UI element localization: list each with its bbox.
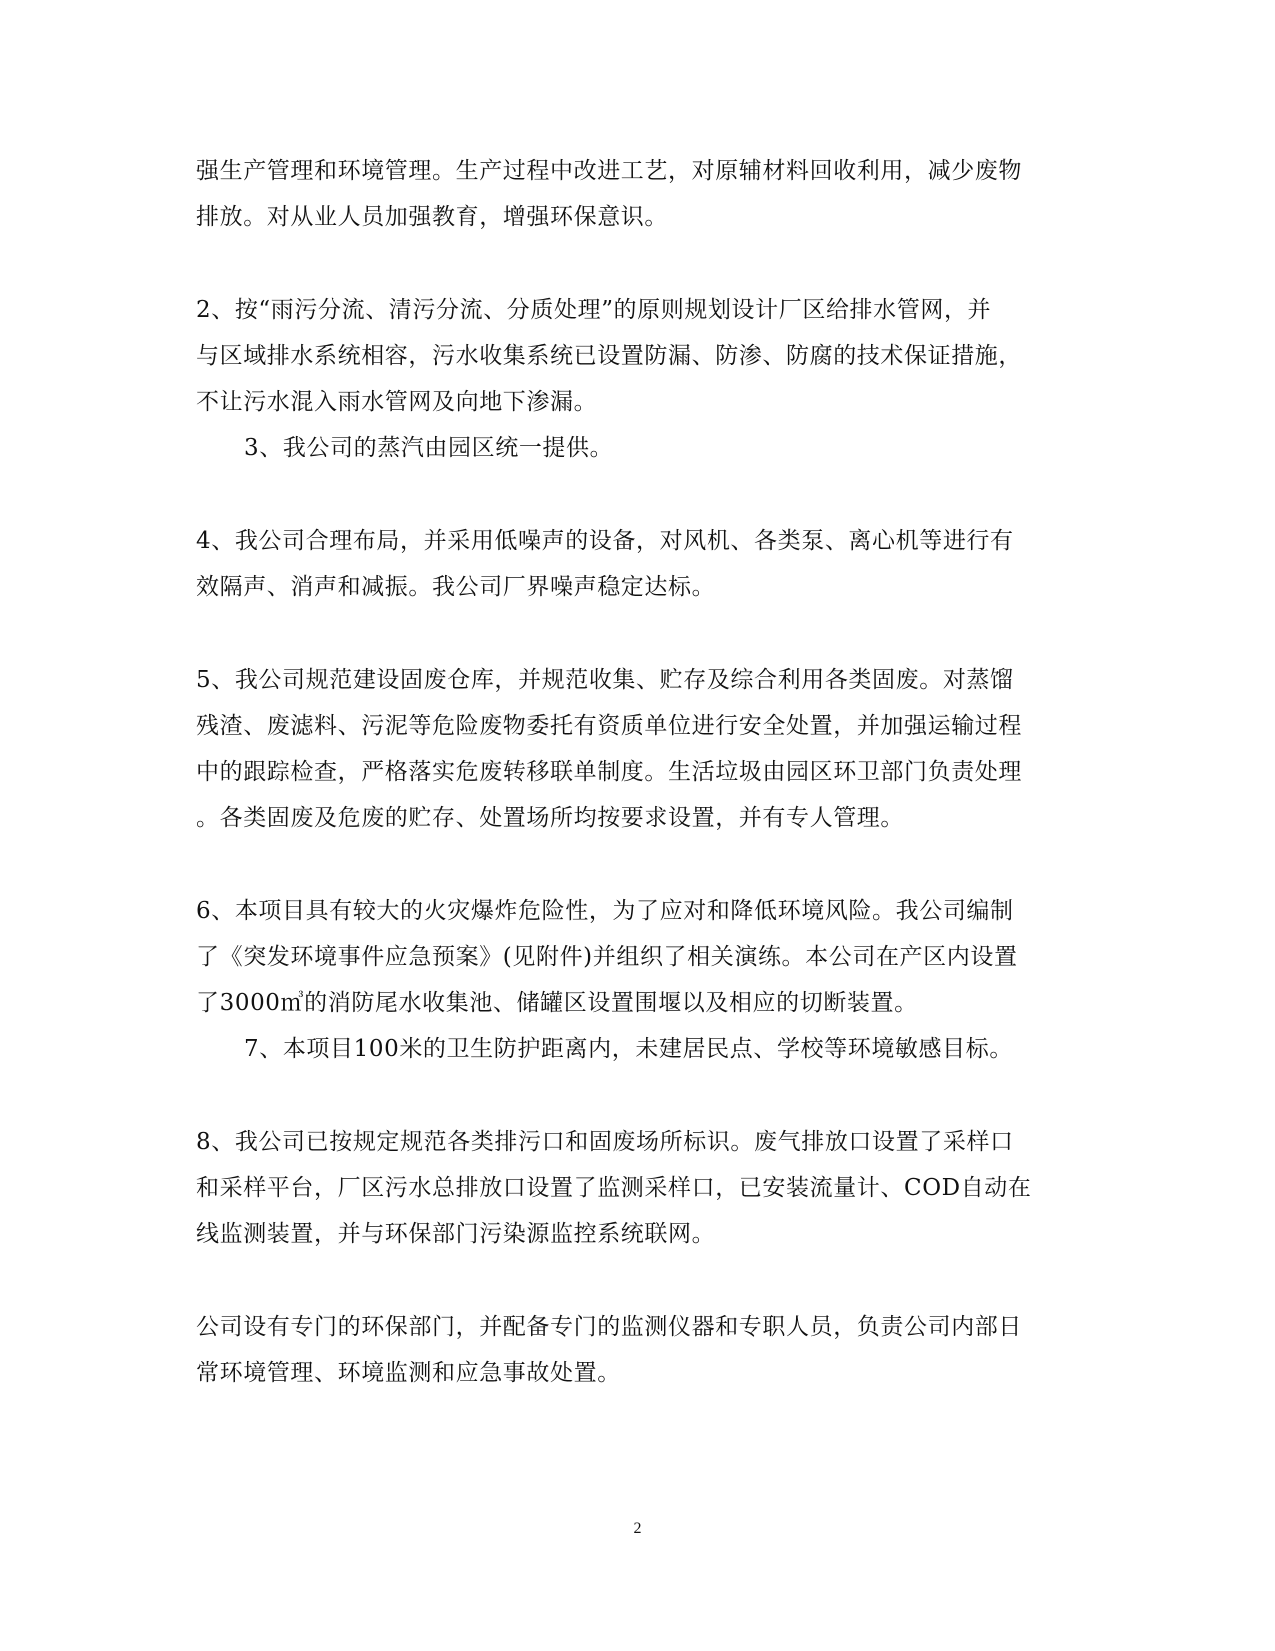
paragraph-3-line-1: 3、我公司的蒸汽由园区统一提供。 — [244, 435, 614, 461]
paragraph-1-line-2: 排放。对从业人员加强教育，增强环保意识。 — [196, 204, 668, 230]
paragraph-4-line-2: 效隔声、消声和减振。我公司厂界噪声稳定达标。 — [196, 574, 716, 600]
paragraph-8-line-3: 线监测装置，并与环保部门污染源监控系统联网。 — [196, 1221, 716, 1247]
paragraph-7-line-1: 7、本项目100米的卫生防护距离内，未建居民点、学校等环境敏感目标。 — [244, 1036, 1013, 1062]
paragraph-9-line-1: 公司设有专门的环保部门，并配备专门的监测仪器和专职人员，负责公司内部日 — [196, 1314, 1022, 1340]
paragraph-1-line-1: 强生产管理和环境管理。生产过程中改进工艺，对原辅材料回收利用，减少废物 — [196, 158, 1022, 184]
paragraph-2-line-1: 2、按“雨污分流、清污分流、分质处理”的原则规划设计厂区给排水管网，并 — [196, 297, 992, 323]
paragraph-6-line-2: 了《突发环境事件应急预案》(见附件)并组织了相关演练。本公司在产区内设置 — [196, 944, 1018, 970]
paragraph-8-line-2: 和采样平台，厂区污水总排放口设置了监测采样口，已安装流量计、COD自动在 — [196, 1175, 1032, 1201]
paragraph-5-line-1: 5、我公司规范建设固废仓库，并规范收集、贮存及综合利用各类固废。对蒸馏 — [196, 667, 1014, 693]
paragraph-6-line-3: 了3000㎥的消防尾水收集池、储罐区设置围堰以及相应的切断装置。 — [196, 990, 918, 1016]
paragraph-5-line-4: 。各类固废及危废的贮存、处置场所均按要求设置，并有专人管理。 — [196, 805, 904, 831]
page-number: 2 — [633, 1520, 642, 1537]
paragraph-5-line-3: 中的跟踪检查，严格落实危废转移联单制度。生活垃圾由园区环卫部门负责处理 — [196, 759, 1022, 785]
paragraph-2-line-2: 与区域排水系统相容，污水收集系统已设置防漏、防渗、防腐的技术保证措施， — [196, 343, 1022, 369]
paragraph-9-line-2: 常环境管理、环境监测和应急事故处置。 — [196, 1360, 621, 1386]
paragraph-2-line-3: 不让污水混入雨水管网及向地下渗漏。 — [196, 389, 598, 415]
paragraph-6-line-1: 6、本项目具有较大的火灾爆炸危险性，为了应对和降低环境风险。我公司编制 — [196, 898, 1014, 924]
paragraph-4-line-1: 4、我公司合理布局，并采用低噪声的设备，对风机、各类泵、离心机等进行有 — [196, 528, 1014, 554]
paragraph-5-line-2: 残渣、废滤料、污泥等危险废物委托有资质单位进行安全处置，并加强运输过程 — [196, 713, 1022, 739]
paragraph-8-line-1: 8、我公司已按规定规范各类排污口和固废场所标识。废气排放口设置了采样口 — [196, 1129, 1014, 1155]
